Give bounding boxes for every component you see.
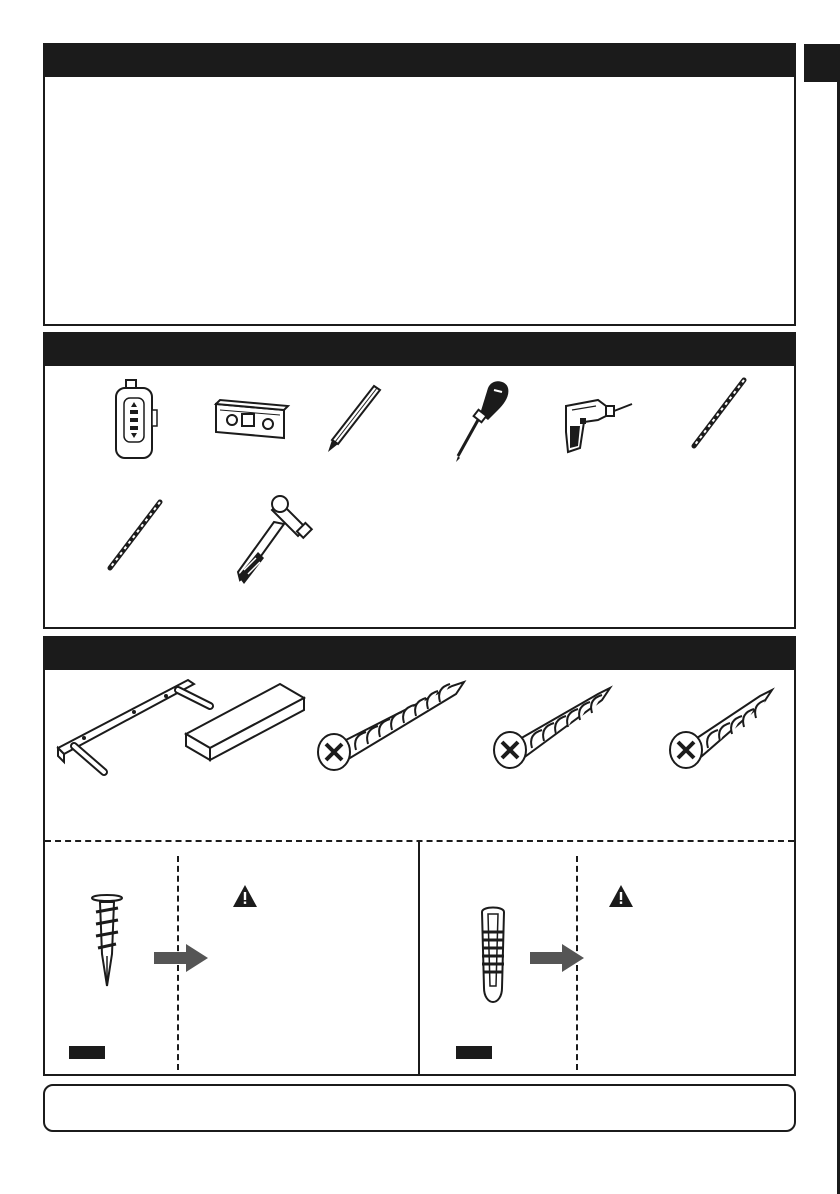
spirit-level-icon [212, 400, 288, 442]
part-label-tag [69, 1046, 105, 1059]
stud-finder-icon [112, 380, 160, 460]
drywall-anchor-icon [90, 894, 124, 990]
pencil-icon [326, 384, 382, 454]
warning-icon-2 [609, 885, 633, 907]
intro-section [43, 43, 796, 326]
drill-bit-icon-2 [106, 500, 164, 572]
hammer-icon [236, 494, 312, 586]
shelf-board-icon [182, 682, 308, 764]
note-box [43, 1084, 796, 1132]
intro-section-header [45, 45, 794, 77]
screw-short-icon [664, 686, 776, 770]
power-drill-icon [562, 396, 634, 454]
screwdriver-icon [448, 378, 514, 464]
screw-long-icon [312, 680, 468, 774]
tools-section [43, 332, 796, 629]
part-label-tag-2 [456, 1046, 492, 1059]
tools-section-header [45, 334, 794, 366]
arrow-right-icon-2 [530, 944, 584, 972]
arrow-right-icon [154, 944, 208, 972]
screw-medium-icon [488, 686, 612, 770]
parts-section-header [45, 638, 794, 670]
wall-plug-icon [476, 906, 510, 1002]
page-side-tab [804, 44, 840, 82]
anchor-panel-divider [418, 840, 420, 1075]
drill-bit-icon [690, 378, 748, 450]
warning-icon [233, 885, 257, 907]
